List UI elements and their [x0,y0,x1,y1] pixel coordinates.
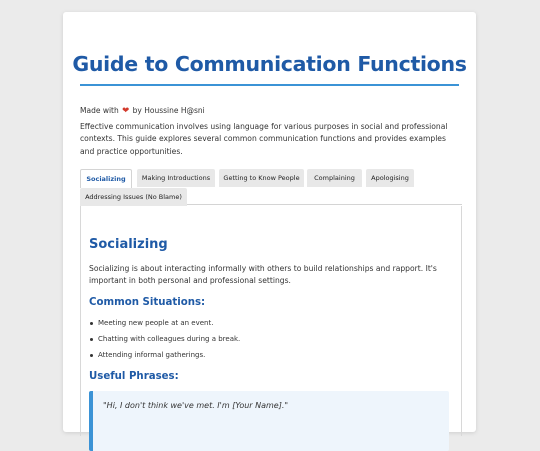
title-divider [80,84,459,86]
tab-complaining[interactable]: Complaining [307,169,362,187]
made-with-author: by Houssine H@sni [132,106,205,115]
heart-icon: ❤ [122,106,130,116]
tab-panel-socializing [80,206,462,436]
tab-apologising[interactable]: Apologising [366,169,414,187]
tab-socializing[interactable]: Socializing [80,169,132,188]
guide-card [63,12,476,432]
tab-bar [80,169,462,205]
section-description: Socializing is about interacting informally with others to build relationships and rapport. It's important in both personal and professional settings. [89,264,437,286]
phrases-heading: Useful Phrases: [89,371,179,382]
situations-list [89,317,240,366]
made-with-prefix: Made with [80,106,119,115]
phrase-box [89,391,449,451]
made-with-credit [80,106,205,116]
list-item: Attending informal gatherings. [89,349,240,365]
intro-paragraph: Effective communication involves using language for various purposes in social and professional contexts. This guide explores several common communication functions and provides examples and practice opportunities. [80,122,448,156]
page-title: Guide to Communication Functions [72,52,467,76]
phrase-text: "Hi, I don't think we've met. I'm [Your Name]." [103,401,289,410]
situations-heading: Common Situations: [89,297,206,308]
tab-getting-to-know-people[interactable]: Getting to Know People [219,169,304,187]
section-heading: Socializing [89,237,168,252]
list-item: Meeting new people at an event. [89,317,240,333]
list-item: Chatting with colleagues during a break. [89,333,240,349]
tab-addressing-issues[interactable]: Addressing Issues (No Blame) [80,188,187,206]
tab-making-introductions[interactable]: Making Introductions [137,169,215,187]
